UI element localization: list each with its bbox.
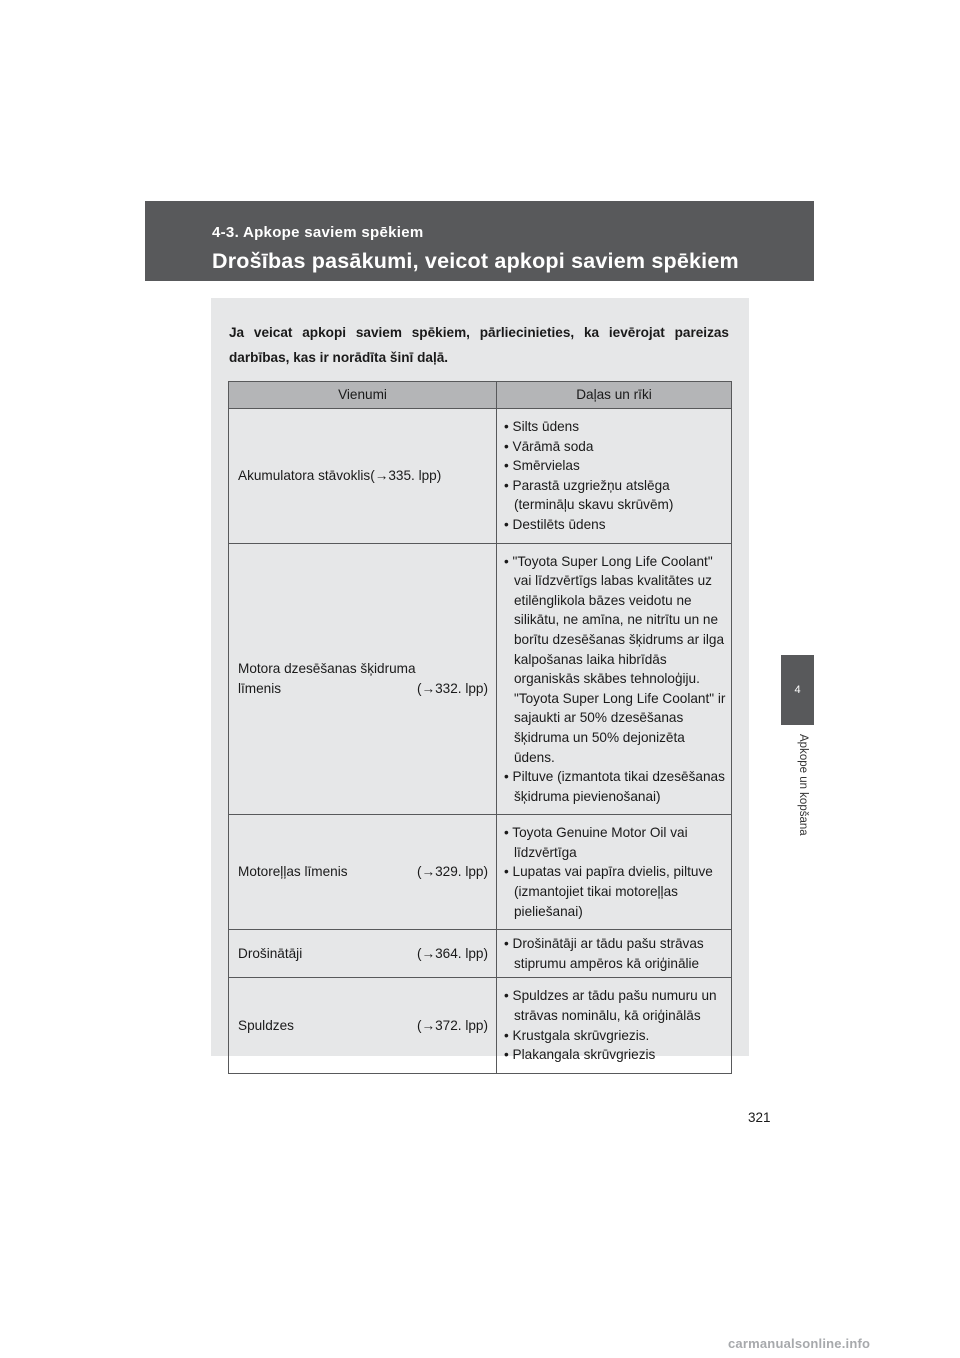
chapter-header [145,201,814,281]
parts-list [504,417,727,535]
list-item: • "Toyota Super Long Life Coolant" vai līdzvērtīgs labas kvalitātes uz etilēnglikola bāzes veidotu ne silikātu, ne amīna, ne nitrītu un ne borītu dzesēšanas šķidrums ar ilga kalpošanas laika hibrīdās organiskās skābes tehnoloģiju. "Toyota Super Long Life Coolant" ir sajaukti ar 50% dzesēšanas šķidruma un 50% dejonizēta ūdens. [504,552,727,768]
parts-list [504,986,727,1064]
page-number: 321 [748,1110,771,1125]
chapter-tab: 4 [781,655,814,725]
page-reference: (→332. lpp) [416,680,488,696]
item-cell [229,815,497,930]
intro-text: Ja veicat apkopi saviem spēkiem, pārliecinieties, ka ievērojat pareizas darbības, kas ir norādīta šinī daļā. [229,325,729,365]
item-label: Drošinātāji [238,946,303,962]
list-item: • Piltuve (izmantota tikai dzesēšanas šķidruma pievienošanai) [504,767,727,806]
page-reference: (→329. lpp) [416,864,488,880]
page-reference: (→335. lpp) [370,467,442,483]
item-label: Motoreļļas līmenis [238,864,348,880]
list-item: • Drošinātāji ar tādu pašu strāvas stiprumu ampēros kā oriģinālie [504,934,727,973]
list-item: • Plakangala skrūvgriezis [504,1045,727,1065]
table-header-row [229,382,732,409]
parts-cell [497,543,732,815]
page-title: Drošības pasākumi, veicot apkopi saviem spēkiem [212,249,739,273]
list-item: • Toyota Genuine Motor Oil vai līdzvērtīga [504,823,727,862]
parts-cell [497,815,732,930]
page-reference: (→364. lpp) [416,946,488,962]
maintenance-table [228,381,732,1074]
item-label: Spuldzes [238,1017,294,1033]
list-item: • Smērvielas [504,456,727,476]
parts-list [504,552,727,807]
list-item: • Silts ūdens [504,417,727,437]
chapter-tab-label: Apkope un kopšana [797,734,809,836]
list-item: • Krustgala skrūvgriezis. [504,1026,727,1046]
parts-list [504,934,727,973]
column-header-items: Vienumi [229,382,497,409]
section-label: 4-3. Apkope saviem spēkiem [212,224,424,241]
item-label-continued: līmenis [238,680,282,696]
parts-cell [497,930,732,978]
page-reference: (→372. lpp) [416,1017,488,1033]
list-item: • Lupatas vai papīra dvielis, piltuve (izmantojiet tikai motoreļļas pieliešanai) [504,862,727,921]
table-row [229,815,732,930]
item-cell [229,543,497,815]
item-cell [229,409,497,544]
parts-cell [497,978,732,1073]
column-header-parts: Daļas un rīki [497,382,732,409]
table-row [229,930,732,978]
item-label: Akumulatora stāvoklis [238,467,371,483]
item-cell [229,930,497,978]
content-box [211,298,749,1063]
list-item: • Parastā uzgriežņu atslēga (termināļu skavu skrūvēm) [504,476,727,515]
parts-cell [497,409,732,544]
list-item: • Destilēts ūdens [504,515,727,535]
parts-list [504,823,727,921]
list-item: • Spuldzes ar tādu pašu numuru un strāvas nominālu, kā oriģinālās [504,986,727,1025]
watermark: carmanualsonline.info [728,1336,871,1351]
list-item: • Vārāmā soda [504,437,727,457]
table-row [229,543,732,815]
item-cell [229,978,497,1073]
item-label: Motora dzesēšanas šķidruma [238,661,416,677]
table-row [229,978,732,1073]
table-row [229,409,732,544]
